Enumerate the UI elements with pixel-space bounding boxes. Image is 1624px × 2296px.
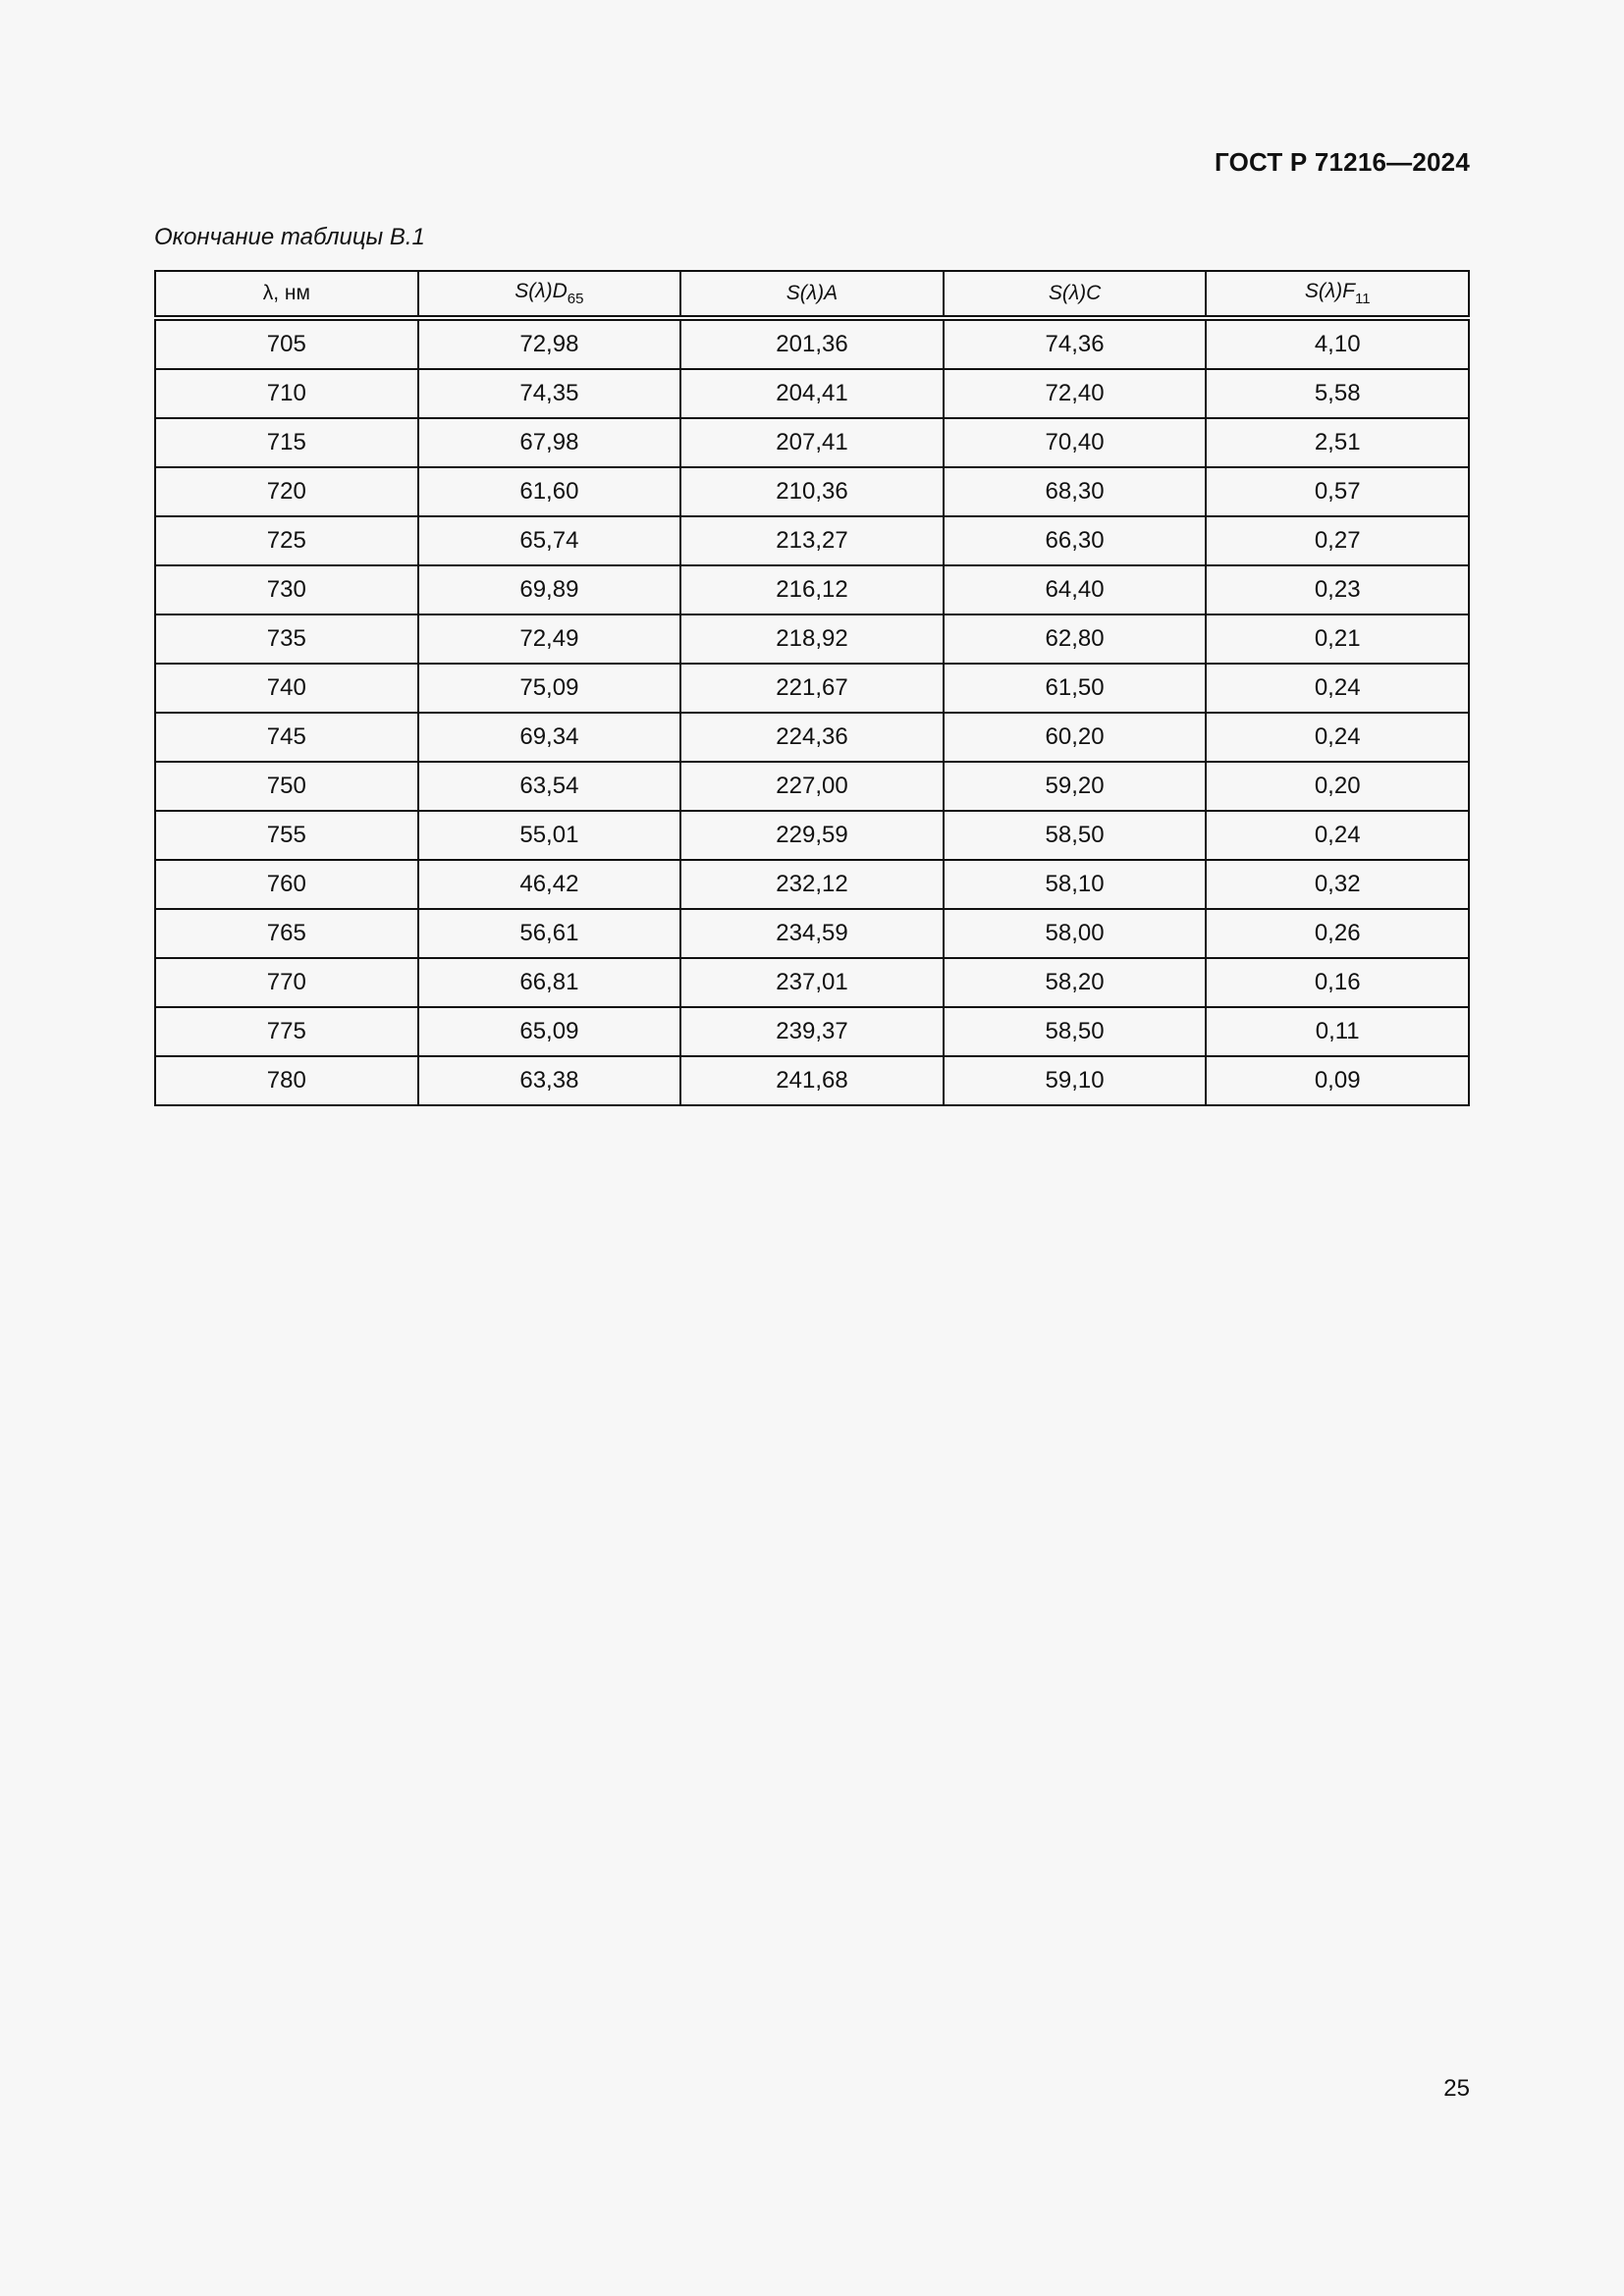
cell-f11: 0,27 (1206, 516, 1469, 565)
cell-f11: 0,24 (1206, 811, 1469, 860)
cell-wavelength: 755 (155, 811, 418, 860)
table-row (155, 516, 1469, 565)
table-row (155, 1056, 1469, 1105)
table-row (155, 664, 1469, 713)
cell-c: 58,10 (944, 860, 1207, 909)
table-row (155, 909, 1469, 958)
cell-d65: 72,98 (418, 318, 681, 369)
cell-wavelength: 760 (155, 860, 418, 909)
cell-f11: 4,10 (1206, 318, 1469, 369)
col-header-prefix: S(λ) (1304, 280, 1343, 302)
cell-f11: 0,26 (1206, 909, 1469, 958)
col-header-var: C (1086, 282, 1102, 304)
cell-a: 207,41 (680, 418, 944, 467)
table-row (155, 762, 1469, 811)
cell-a: 241,68 (680, 1056, 944, 1105)
cell-wavelength: 745 (155, 713, 418, 762)
cell-c: 72,40 (944, 369, 1207, 418)
col-header-sub: 11 (1354, 291, 1371, 307)
cell-c: 60,20 (944, 713, 1207, 762)
cell-c: 66,30 (944, 516, 1207, 565)
table-row (155, 1007, 1469, 1056)
cell-c: 59,10 (944, 1056, 1207, 1105)
col-header-c (944, 271, 1207, 318)
cell-f11: 0,24 (1206, 664, 1469, 713)
cell-c: 58,20 (944, 958, 1207, 1007)
cell-d65: 46,42 (418, 860, 681, 909)
cell-a: 204,41 (680, 369, 944, 418)
cell-d65: 69,34 (418, 713, 681, 762)
table-row (155, 811, 1469, 860)
table-row (155, 565, 1469, 614)
cell-f11: 5,58 (1206, 369, 1469, 418)
cell-f11: 0,23 (1206, 565, 1469, 614)
cell-d65: 69,89 (418, 565, 681, 614)
cell-d65: 75,09 (418, 664, 681, 713)
cell-a: 210,36 (680, 467, 944, 516)
cell-c: 58,50 (944, 1007, 1207, 1056)
cell-a: 213,27 (680, 516, 944, 565)
cell-d65: 56,61 (418, 909, 681, 958)
cell-f11: 0,09 (1206, 1056, 1469, 1105)
page-number: 25 (1443, 2075, 1470, 2102)
table-row (155, 958, 1469, 1007)
cell-wavelength: 740 (155, 664, 418, 713)
cell-d65: 72,49 (418, 614, 681, 664)
cell-f11: 0,11 (1206, 1007, 1469, 1056)
cell-wavelength: 735 (155, 614, 418, 664)
table-caption: Окончание таблицы В.1 (154, 224, 425, 250)
col-header-var: F (1342, 280, 1355, 302)
cell-a: 229,59 (680, 811, 944, 860)
cell-f11: 0,20 (1206, 762, 1469, 811)
col-header-prefix: S(λ) (785, 282, 825, 304)
cell-f11: 0,57 (1206, 467, 1469, 516)
cell-a: 224,36 (680, 713, 944, 762)
cell-wavelength: 770 (155, 958, 418, 1007)
cell-f11: 0,21 (1206, 614, 1469, 664)
col-header-d65 (418, 271, 681, 318)
cell-wavelength: 750 (155, 762, 418, 811)
cell-d65: 61,60 (418, 467, 681, 516)
cell-wavelength: 720 (155, 467, 418, 516)
cell-a: 239,37 (680, 1007, 944, 1056)
cell-a: 227,00 (680, 762, 944, 811)
cell-wavelength: 725 (155, 516, 418, 565)
cell-a: 237,01 (680, 958, 944, 1007)
cell-d65: 63,54 (418, 762, 681, 811)
table-header (155, 271, 1469, 318)
cell-f11: 0,24 (1206, 713, 1469, 762)
col-header-label: λ, нм (262, 282, 310, 304)
cell-c: 58,50 (944, 811, 1207, 860)
table-row (155, 860, 1469, 909)
cell-wavelength: 730 (155, 565, 418, 614)
cell-d65: 74,35 (418, 369, 681, 418)
cell-wavelength: 765 (155, 909, 418, 958)
cell-c: 58,00 (944, 909, 1207, 958)
cell-a: 201,36 (680, 318, 944, 369)
col-header-f11 (1206, 271, 1469, 318)
cell-c: 70,40 (944, 418, 1207, 467)
cell-d65: 63,38 (418, 1056, 681, 1105)
cell-a: 218,92 (680, 614, 944, 664)
cell-wavelength: 710 (155, 369, 418, 418)
table-row (155, 713, 1469, 762)
cell-a: 221,67 (680, 664, 944, 713)
cell-d65: 65,74 (418, 516, 681, 565)
col-header-wavelength (155, 271, 418, 318)
cell-f11: 2,51 (1206, 418, 1469, 467)
cell-wavelength: 780 (155, 1056, 418, 1105)
table-row (155, 318, 1469, 369)
cell-a: 216,12 (680, 565, 944, 614)
col-header-prefix: S(λ) (1048, 282, 1087, 304)
header-row (155, 271, 1469, 318)
cell-wavelength: 775 (155, 1007, 418, 1056)
cell-c: 62,80 (944, 614, 1207, 664)
cell-c: 61,50 (944, 664, 1207, 713)
cell-d65: 66,81 (418, 958, 681, 1007)
col-header-var: D (552, 280, 568, 302)
data-table (154, 270, 1470, 1106)
cell-d65: 67,98 (418, 418, 681, 467)
cell-c: 59,20 (944, 762, 1207, 811)
table-row (155, 467, 1469, 516)
col-header-var: A (824, 282, 839, 304)
col-header-sub: 65 (567, 291, 584, 307)
cell-c: 68,30 (944, 467, 1207, 516)
col-header-prefix: S(λ) (514, 280, 553, 302)
document-header: ГОСТ Р 71216—2024 (1215, 147, 1470, 177)
cell-wavelength: 715 (155, 418, 418, 467)
cell-a: 232,12 (680, 860, 944, 909)
cell-c: 74,36 (944, 318, 1207, 369)
cell-a: 234,59 (680, 909, 944, 958)
table-row (155, 614, 1469, 664)
cell-f11: 0,16 (1206, 958, 1469, 1007)
col-header-a (680, 271, 944, 318)
table-row (155, 369, 1469, 418)
cell-d65: 65,09 (418, 1007, 681, 1056)
cell-f11: 0,32 (1206, 860, 1469, 909)
cell-wavelength: 705 (155, 318, 418, 369)
cell-d65: 55,01 (418, 811, 681, 860)
table-body (155, 318, 1469, 1105)
table-row (155, 418, 1469, 467)
cell-c: 64,40 (944, 565, 1207, 614)
